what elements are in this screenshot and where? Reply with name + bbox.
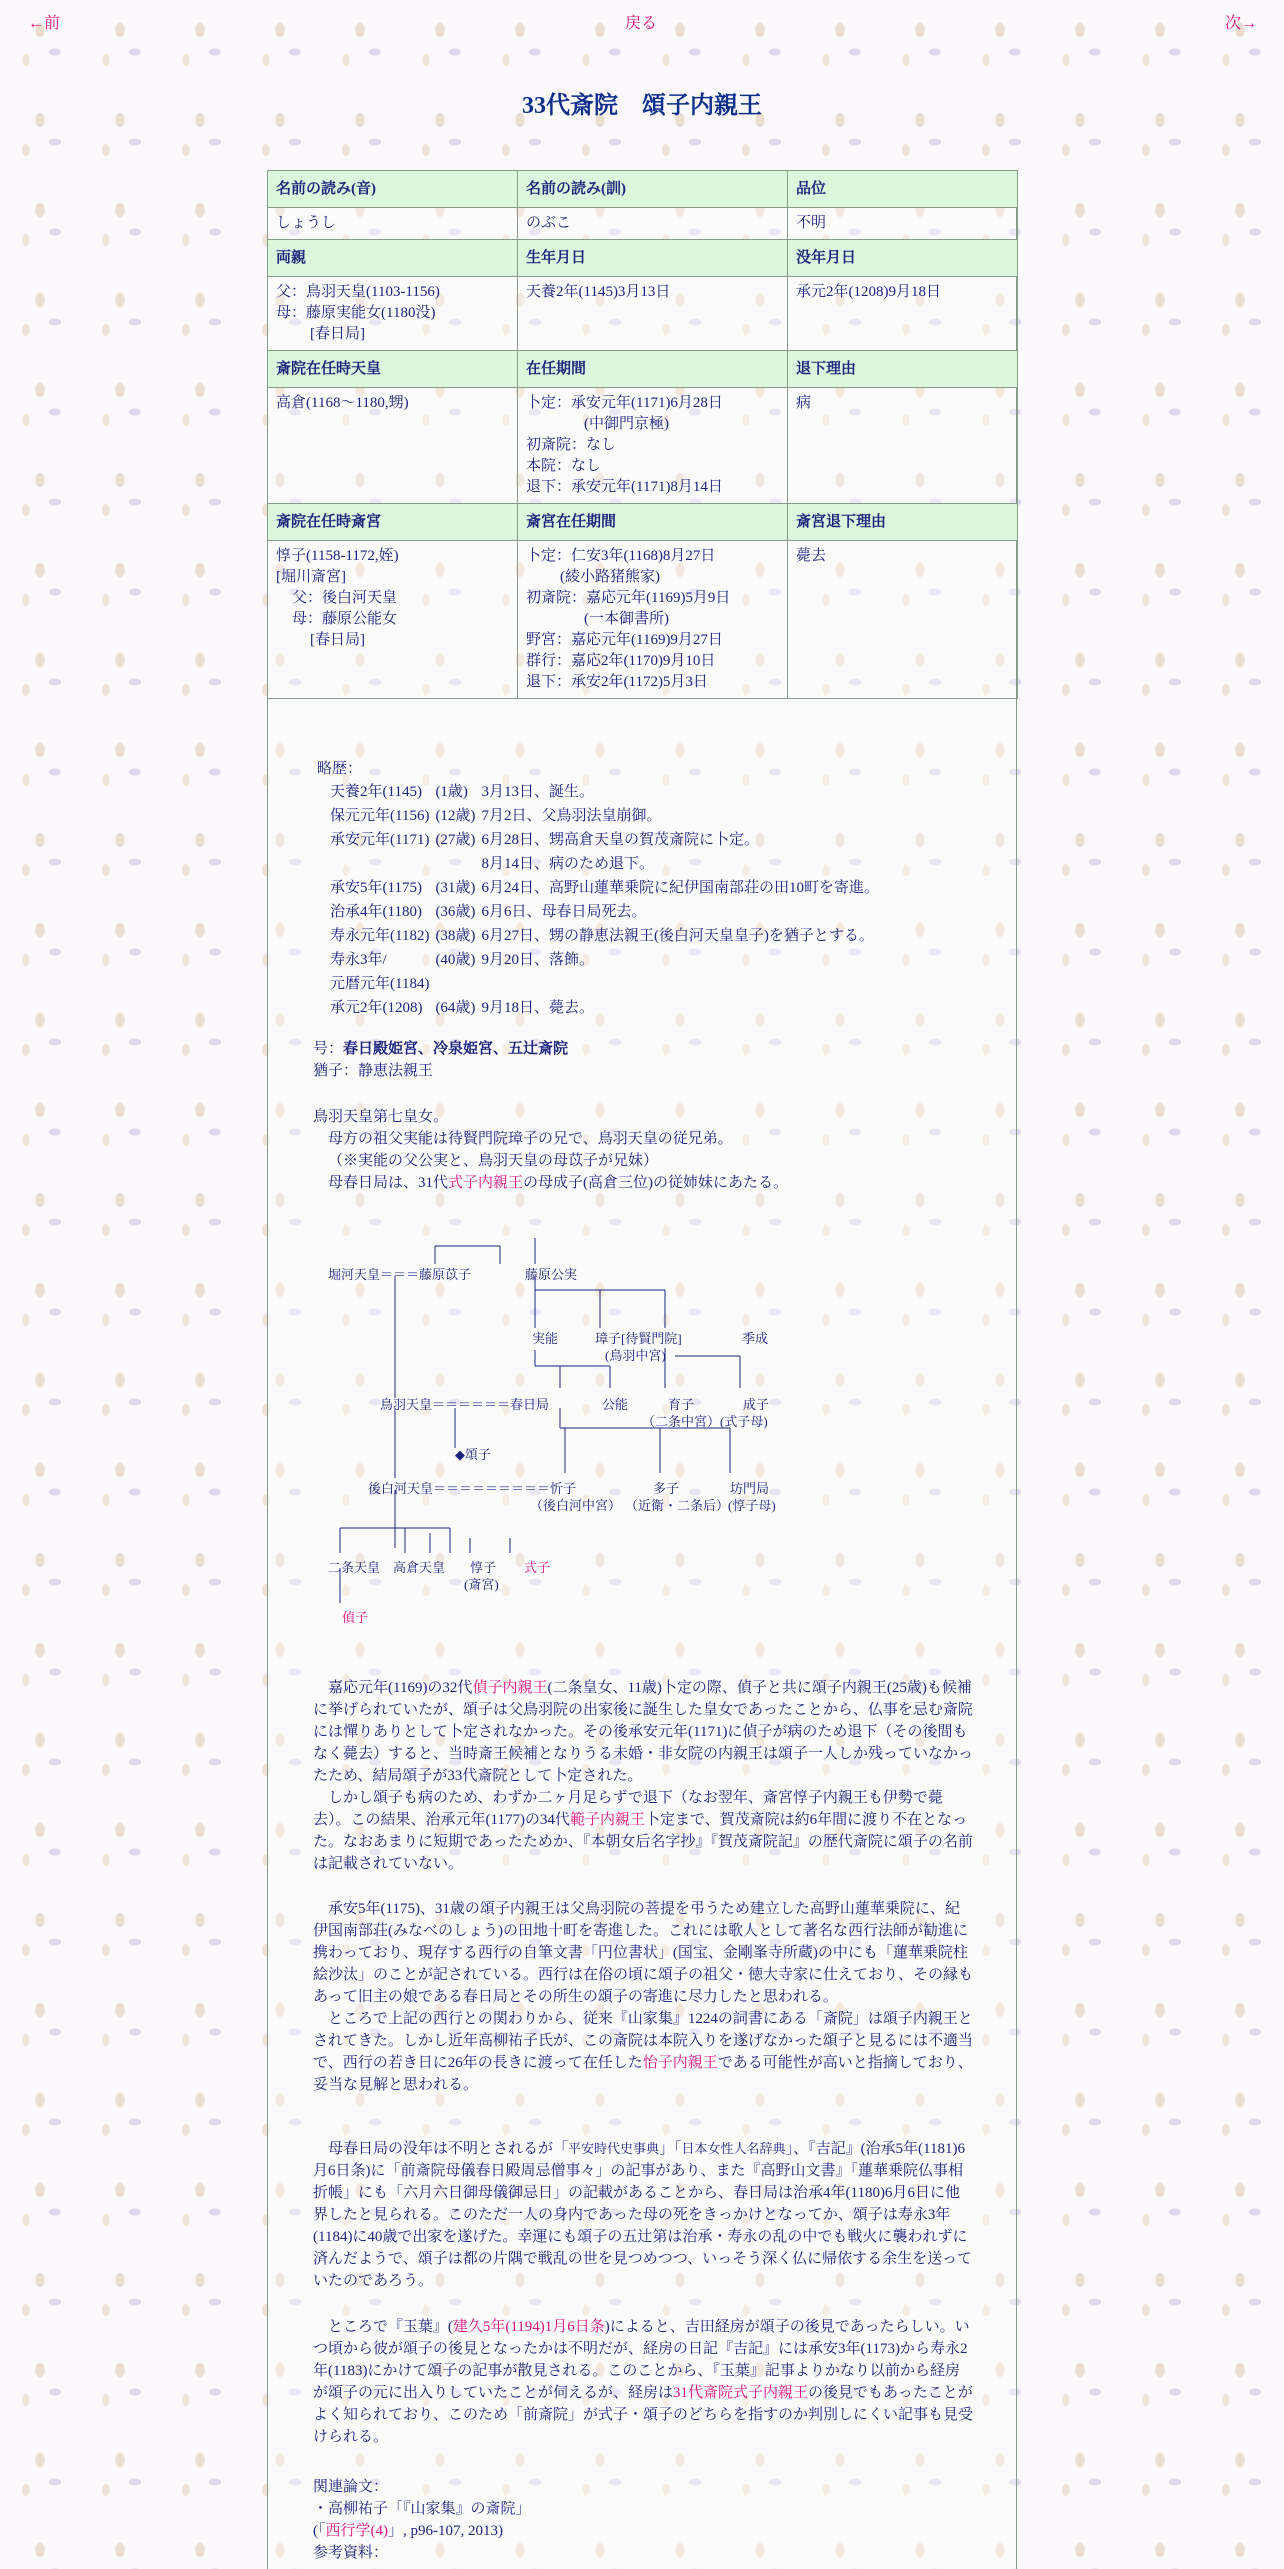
gyokuyo-link[interactable]: 建久5年(1194)1月6日条 xyxy=(452,2319,605,2335)
biography-table xyxy=(330,780,885,1020)
value-parents xyxy=(268,277,518,351)
text: (二条皇女、11歳)卜定の際、偵子と共に頌子内親王(25歳)も候補に挙げられていたが、頌子は父鳥羽院の出家後に誕生した皇女であったことから、仏事を忌む斎院には憚りありとして卜定されなかった。その後承安元年(1171)に偵子が病のため退下（その後間もなく薨去）すると、当時斎王候補となりうる未婚・非女院の内親王は頌子一人しか残っていなかったため、結局頌子が33代斎院として卜定された。 xyxy=(313,1680,974,1784)
para-text xyxy=(313,1677,973,1787)
bio-age: (12歳) xyxy=(435,808,476,824)
saigyogaku-link[interactable]: 西行学(4) xyxy=(325,2523,388,2539)
shikishi-link[interactable]: 式子内親王 xyxy=(448,1175,524,1191)
bio-date: 承安5年(1175) xyxy=(330,880,422,896)
bio-date: 保元元年(1156) xyxy=(330,808,430,824)
bio-event: 8月14日、病のため退下。 xyxy=(481,856,654,872)
text: 」「 xyxy=(659,2141,682,2157)
saigu-term-line: (一本御書所) xyxy=(584,611,669,627)
horikawa-node: 堀河天皇＝＝＝藤原苡子 xyxy=(328,1267,472,1282)
bio-event: 3月13日、誕生。 xyxy=(481,784,594,800)
bio-event: 7月2日、父鳥羽法皇崩御。 xyxy=(481,808,662,824)
bomon-sub: (惇子母) xyxy=(728,1498,776,1513)
value-name-on: しょうし xyxy=(268,208,518,240)
bio-date: 承元2年(1208) xyxy=(330,1000,423,1016)
bio-age: (1歳) xyxy=(435,784,468,800)
toba-node: 鳥羽天皇＝＝＝＝＝＝春日局 xyxy=(380,1397,550,1412)
shoshi-node: 璋子[待賢門院] xyxy=(595,1331,682,1346)
paragraph-2 xyxy=(313,1898,973,2096)
yoshiko-link[interactable]: 怡子内親王 xyxy=(642,2055,718,2071)
text: 日本女性人名辞典 xyxy=(681,2141,786,2156)
bio-row xyxy=(330,828,885,852)
bio-event: 6月6日、母春日局死去。 xyxy=(481,904,647,920)
go-value: 春日殿姫宮、冷泉姫宮、五辻斎院 xyxy=(343,1041,569,1057)
text: 」, p96-107, 2013) xyxy=(388,2523,503,2539)
saigu-term-line: 初斎院：嘉応元年(1169)5月9日 xyxy=(526,590,731,606)
nijo-node: 二条天皇 xyxy=(328,1560,381,1575)
kinshi-sub: （後白河中宮） xyxy=(530,1498,622,1513)
bio-age xyxy=(435,852,481,876)
sanenori-node: 実能 xyxy=(532,1331,559,1346)
header-saigu-retire: 斎宮退下理由 xyxy=(788,504,1018,541)
nobuko-node: ◆頌子 xyxy=(455,1447,491,1462)
intro-line: （※実能の父公実と、鳥羽天皇の母苡子が兄妹） xyxy=(328,1153,659,1169)
value-name-kun: のぶこ xyxy=(518,208,788,240)
nobuko-link[interactable]: 偵子内親王 xyxy=(472,1680,548,1696)
value-saigu-retire: 薨去 xyxy=(788,541,1018,699)
bio-event: 9月18日、薨去。 xyxy=(481,1000,594,1016)
titles-section xyxy=(313,1038,973,1082)
saigu-term-line: (綾小路猪熊家) xyxy=(560,569,660,585)
value-saigu xyxy=(268,541,518,699)
bio-date: 天養2年(1145) xyxy=(330,784,422,800)
saigu-line: 母：藤原公能女 xyxy=(292,611,398,627)
saigu-term-line: 野宮：嘉応元年(1169)9月27日 xyxy=(526,632,723,648)
bio-row xyxy=(330,780,885,804)
bio-age: (31歳) xyxy=(435,880,476,896)
bio-row xyxy=(330,804,885,828)
header-term: 在任期間 xyxy=(518,351,788,388)
text: ところで『玉葉』( xyxy=(328,2319,453,2335)
term-line: 本院：なし xyxy=(526,458,602,474)
bio-date: 承安元年(1171) xyxy=(330,832,430,848)
shikishi-link[interactable]: 31代斎院式子内親王 xyxy=(673,2385,809,2401)
next-link[interactable]: 次→ xyxy=(1225,15,1258,32)
bio-date xyxy=(330,852,435,876)
value-rank: 不明 xyxy=(788,208,1018,240)
top-navigation xyxy=(0,10,1284,34)
header-name-on: 名前の読み(音) xyxy=(268,171,518,208)
bio-age: (27歳) xyxy=(435,832,476,848)
saigu-line: [堀川斎宮] xyxy=(276,569,346,585)
seishi-sub: (式子母) xyxy=(720,1414,768,1429)
go-label: 号： xyxy=(313,1041,344,1057)
back-link[interactable]: 戻る xyxy=(625,15,658,32)
header-parents: 両親 xyxy=(268,240,518,277)
sueyoshi-node: 季成 xyxy=(742,1331,769,1346)
yushi: 猶子：静恵法親王 xyxy=(313,1063,434,1079)
bio-age: (36歳) xyxy=(435,904,476,920)
value-emperor: 高倉(1168～1180,甥) xyxy=(268,388,518,504)
text: である可能性が高いと指摘しており、妥当な見解と思われる。 xyxy=(313,2055,973,2093)
bio-event: 9月20日、落飾。 xyxy=(481,952,594,968)
bio-row xyxy=(330,924,885,948)
ikushi-node: 育子 xyxy=(668,1397,695,1412)
text: (「 xyxy=(313,2523,326,2539)
intro-line: 母方の祖父実能は待賢門院璋子の兄で、鳥羽天皇の従兄弟。 xyxy=(328,1131,733,1147)
bio-row xyxy=(330,852,885,876)
term-line: 初斎院：なし xyxy=(526,437,617,453)
header-retire: 退下理由 xyxy=(788,351,1018,388)
term-line: 卜定：承安元年(1171)6月28日 xyxy=(526,395,723,411)
saigu-line: 父：後白河天皇 xyxy=(292,590,398,606)
saigu-line: 惇子(1158-1172,姪) xyxy=(276,548,399,564)
para-text xyxy=(313,2316,973,2448)
intro-line: 鳥羽天皇第七皇女。 xyxy=(313,1109,449,1125)
refs-heading: 関連論文： xyxy=(313,2479,389,2495)
text: )によると、吉田経房が頌子の後見であったらしい。いつ頃から彼が頌子の後見となったかは不明だが、経房の日記『吉記』には承安3年(1173)から寿永2年(1183)にかけて頌子の記事が散見される。このことから、『玉葉』記事よりかなり以前から経房が頌子の元に出入りしていたことが伺えるが、経房は xyxy=(313,2319,970,2401)
para-text xyxy=(313,2138,973,2292)
family-tree-lines xyxy=(320,1228,840,1638)
saigu-line: [春日局] xyxy=(310,632,365,648)
page-title: 33代斎院 頌子内親王 xyxy=(522,93,762,119)
references xyxy=(313,2476,973,2564)
family-tree xyxy=(320,1228,840,1638)
saigu-term-line: 群行：嘉応2年(1170)9月10日 xyxy=(526,653,716,669)
bio-age: (64歳) xyxy=(435,1000,476,1016)
value-death: 承元2年(1208)9月18日 xyxy=(788,277,1018,351)
atsuko-sub: (斎宮) xyxy=(464,1577,499,1592)
goshirakawa-node: 後白河天皇＝＝＝＝＝＝＝＝＝忻子 xyxy=(368,1481,577,1496)
value-term xyxy=(518,388,788,504)
bio-event: 6月28日、甥高倉天皇の賀茂斎院に卜定。 xyxy=(481,832,759,848)
header-death: 没年月日 xyxy=(788,240,1018,277)
mother-title: [春日局] xyxy=(310,326,365,342)
text: の母成子(高倉三位)の従姉妹にあたる。 xyxy=(523,1175,789,1191)
text: の後見でもあったことがよく知られており、このため「前斎院」が式子・頌子のどちらを指すのか判別しにくい記事も見受けられる。 xyxy=(313,2385,974,2445)
saigu-term-line: 卜定：仁安3年(1168)8月27日 xyxy=(526,548,716,564)
intro-line xyxy=(313,1172,973,1194)
header-name-kun: 名前の読み(訓) xyxy=(518,171,788,208)
term-line: 退下：承安元年(1171)8月14日 xyxy=(526,479,723,495)
text: ところで上記の西行との関わりから、従来『山家集』1224の詞書にある「斎院」は頌子内親王とされてきた。しかし近年高柳祐子氏が、この斎院は本院入りを遂げなかった頌子と見るには不適当で、西行の若き日に26年の長きに渡って在任した xyxy=(313,2011,974,2071)
bio-row xyxy=(330,972,885,996)
text: 母春日局は、31代 xyxy=(328,1175,449,1191)
para-text: 承安5年(1175)、31歳の頌子内親王は父鳥羽院の菩提を弔うため建立した高野山蓮華乗院に、紀伊国南部荘(みなべのしょう)の田地十町を寄進した。これには歌人として著名な西行法師が勧進に携わっており、現存する西行の自筆文書「円位書状」(国宝、金剛峯寺所蔵)の中にも「蓮華乗院柱絵沙汰」のことが記されている。西行は在俗の頃に頌子の祖父・徳大寺家に仕えており、その縁もあって旧主の娘である春日局とその所生の頌子の寄進に尽力したと思われる。 xyxy=(313,1901,974,2005)
text: 嘉応元年(1169)の32代 xyxy=(328,1680,473,1696)
bio-row xyxy=(330,876,885,900)
bio-row xyxy=(330,996,885,1020)
bomon-node: 坊門局 xyxy=(730,1481,770,1496)
takakura-node: 高倉天皇 xyxy=(393,1560,446,1575)
text: しかし頌子も病のため、わずか二ヶ月足らずで退下（なお翌年、斎宮惇子内親王も伊勢で薨去）。この結果、治承元年(1177)の34代 xyxy=(313,1790,943,1828)
shoshi-sub: (鳥羽中宮) xyxy=(605,1348,666,1363)
mother: 母：藤原実能女(1180没) xyxy=(276,305,436,321)
bio-age: (38歳) xyxy=(435,928,476,944)
bio-row xyxy=(330,900,885,924)
bio-event xyxy=(481,972,885,996)
shikishi-node[interactable]: 式子 xyxy=(524,1560,551,1575)
text: 平安時代史事典 xyxy=(568,2141,660,2156)
bio-event: 6月24日、高野山蓮華乗院に紀伊国南部荘の田10町を寄進。 xyxy=(481,880,879,896)
paragraph-4 xyxy=(313,2316,973,2448)
nobuko2-node[interactable]: 偵子 xyxy=(342,1610,369,1625)
father: 父：鳥羽天皇(1103-1156) xyxy=(276,284,440,300)
bio-row xyxy=(330,948,885,972)
value-birth: 天養2年(1145)3月13日 xyxy=(518,277,788,351)
header-emperor: 斎院在任時天皇 xyxy=(268,351,518,388)
profile-table xyxy=(267,170,1018,699)
biography-heading: 略歴： xyxy=(317,761,363,777)
term-line: (中御門京極) xyxy=(584,416,669,432)
bio-date: 寿永3年/ xyxy=(330,952,387,968)
seishi-node: 成子 xyxy=(743,1397,770,1412)
intro-section xyxy=(313,1106,973,1194)
ikushi-sub: （二条中宮） xyxy=(642,1414,721,1429)
para-text xyxy=(313,2008,973,2096)
paragraph-1 xyxy=(313,1677,973,1875)
ref-item: ・高柳祐子「『山家集』の斎院」 xyxy=(313,2501,531,2517)
tashi-sub: （近衛・二条后） xyxy=(625,1498,730,1513)
prev-link[interactable]: ←前 xyxy=(28,15,61,32)
ref-item xyxy=(313,2520,973,2542)
kinzane-node: 藤原公実 xyxy=(525,1267,578,1282)
kinyoshi-node: 公能 xyxy=(602,1397,629,1412)
atsuko-node: 惇子 xyxy=(470,1560,497,1575)
paragraph-3 xyxy=(313,2138,973,2292)
bio-age: (40歳) xyxy=(435,952,476,968)
refs-heading2: 参考資料： xyxy=(313,2545,389,2561)
text: 卜定まで、賀茂斎院は約6年間に渡り不在となった。なおあまりに短期であったためか、『本朝女后名字抄』『賀茂斎院記』の歴代斎院に頌子の名前は記載されていない。 xyxy=(313,1812,973,1872)
header-rank: 品位 xyxy=(788,171,1018,208)
bio-date: 元暦元年(1184) xyxy=(330,976,430,992)
bio-age xyxy=(435,972,481,996)
noriko-link[interactable]: 範子内親王 xyxy=(569,1812,645,1828)
saigu-term-line: 退下：承安2年(1172)5月3日 xyxy=(526,674,708,690)
text: 」、『吉記』(治承5年(1181)6月6日条)に「前斎院母儀春日殿周忌僧事々」の記事があり、また『高野山文書』「蓮華乗院仏事相折帳」にも「六月六日御母儀御忌日」の記載があることから、春日局は治承4年(1180)6月6日に他界したと見られる。このただ一人の身内であった母の死をきっかけとなってか、頌子は寿永3年(1184)に40歳で出家を遂げた。幸運にも頌子の五辻第は治承・寿永の乱の中でも戦火に襲われずに済んだようで、頌子は都の片隅で戦乱の世を見つめつつ、いっそう深く仏に帰依する余生を送っていたのであろう。 xyxy=(313,2141,973,2289)
value-retire: 病 xyxy=(788,388,1018,504)
value-saigu-term xyxy=(518,541,788,699)
header-saigu-term: 斎宮在任期間 xyxy=(518,504,788,541)
header-saigu: 斎院在任時斎宮 xyxy=(268,504,518,541)
para-text xyxy=(313,1787,973,1875)
bio-date: 治承4年(1180) xyxy=(330,904,422,920)
bio-date: 寿永元年(1182) xyxy=(330,928,430,944)
header-birth: 生年月日 xyxy=(518,240,788,277)
bio-event: 6月27日、甥の静恵法親王(後白河天皇皇子)を猶子とする。 xyxy=(481,928,874,944)
tashi-node: 多子 xyxy=(653,1481,680,1496)
text: 母春日局の没年は不明とされるが「 xyxy=(328,2141,569,2157)
